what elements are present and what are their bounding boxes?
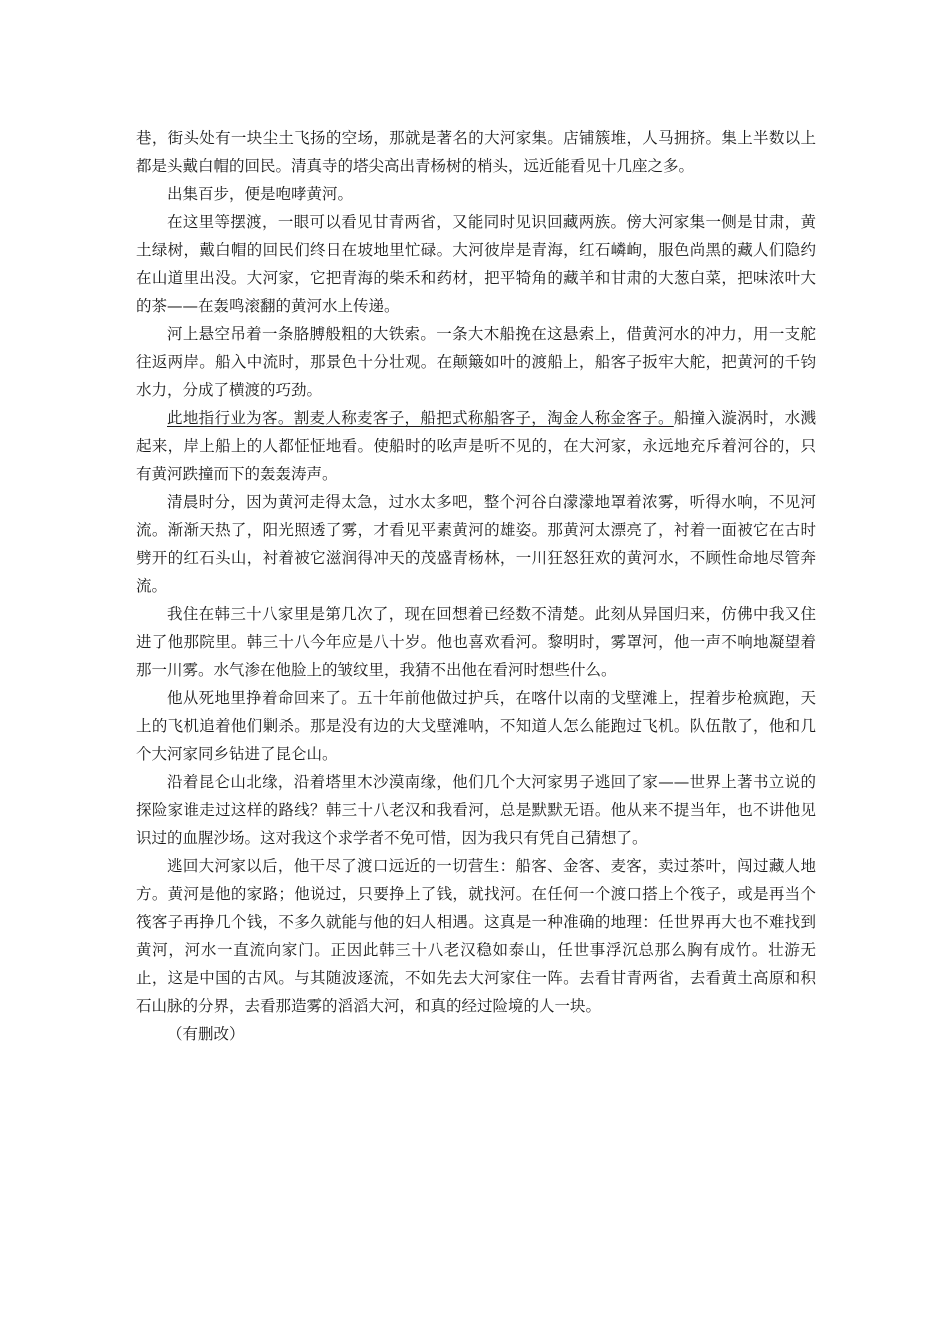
paragraph-3: 在这里等摆渡，一眼可以看见甘青两省，又能同时见识回藏两族。傍大河家集一侧是甘肃，黄土绿树，戴白帽的回民们终日在坡地里忙碌。大河彼岸是青海，红石嶙峋，服色尚黑的藏人们隐约在山道里出没。大河家，它把青海的柴禾和药材，把平犄角的藏羊和甘肃的大葱白菜，把味浓叶大的茶——在轰鸣滚翻的黄河水上传递。 [136,213,816,315]
revision-note: （有删改） [167,1025,245,1043]
paragraph-4: 河上悬空吊着一条胳膊般粗的大铁索。一条大木船挽在这悬索上，借黄河水的冲力，用一支舵往返两岸。船入中流时，那景色十分壮观。在颠簸如叶的渡船上，船客子扳牢大舵，把黄河的千钧水力，分成了横渡的巧劲。 [136,325,816,399]
paragraph-10: 逃回大河家以后，他干尽了渡口远近的一切营生：船客、金客、麦客，卖过茶叶，闯过藏人地方。黄河是他的家路；他说过，只要挣上了钱，就找河。在任何一个渡口搭上个筏子，或是再当个筏客子再挣几个钱，不多久就能与他的妇人相遇。这真是一种准确的地理：任世界再大也不难找到黄河，河水一直流向家门。正因此韩三十八老汉稳如泰山，任世事浮沉总那么胸有成竹。壮游无止，这是中国的古风。与其随波逐流，不如先去大河家住一阵。去看甘青两省，去看黄土高原和积石山脉的分界，去看那造雾的滔滔大河，和真的经过险境的人一块。 [136,857,816,1015]
underlined-sentence: 此地指行业为客。割麦人称麦客子，船把式称船客子，淘金人称金客子。 [167,409,674,427]
paragraph-8: 他从死地里挣着命回来了。五十年前他做过护兵，在喀什以南的戈壁滩上，捏着步枪疯跑，天上的飞机追着他们剿杀。那是没有边的大戈壁滩呐，不知道人怎么能跑过飞机。队伍散了，他和几个大河家同乡钻进了昆仑山。 [136,689,816,763]
paragraph-2: 出集百步，便是咆哮黄河。 [167,185,354,203]
paragraph-7: 我住在韩三十八家里是第几次了，现在回想着已经数不清楚。此刻从异国归来，仿佛中我又住进了他那院里。韩三十八今年应是八十岁。他也喜欢看河。黎明时，雾罩河，他一声不响地凝望着那一川雾。水气渗在他脸上的皱纹里，我猜不出他在看河时想些什么。 [136,605,816,679]
paragraph-1: 巷，街头处有一块尘土飞扬的空场，那就是著名的大河家集。店铺簇堆，人马拥挤。集上半数以上都是头戴白帽的回民。清真寺的塔尖高出青杨树的梢头，远近能看见十几座之多。 [136,129,816,175]
paragraph-9: 沿着昆仑山北缘，沿着塔里木沙漠南缘，他们几个大河家男子逃回了家——世界上著书立说的探险家谁走过这样的路线？韩三十八老汉和我看河，总是默默无语。他从来不提当年，也不讲他见识过的血腥沙场。这对我这个求学者不免可惜，因为我只有凭自己猜想了。 [136,773,816,847]
paragraph-5-rest: 船撞入漩涡时，水溅起来，岸上船上的人都怔怔地看。使船时的吆声是听不见的，在大河家，永远地充斥着河谷的，只有黄河跌撞而下的轰轰涛声。 [136,409,816,483]
article-body [136,124,816,1048]
paragraph-5 [136,404,816,488]
paragraph-6: 清晨时分，因为黄河走得太急，过水太多吧，整个河谷白濛濛地罩着浓雾，听得水响，不见河流。渐渐天热了，阳光照透了雾，才看见平素黄河的雄姿。那黄河太漂亮了，衬着一面被它在古时劈开的红石头山，衬着被它滋润得冲天的茂盛青杨林，一川狂怒狂欢的黄河水，不顾性命地尽管奔流。 [136,493,816,595]
